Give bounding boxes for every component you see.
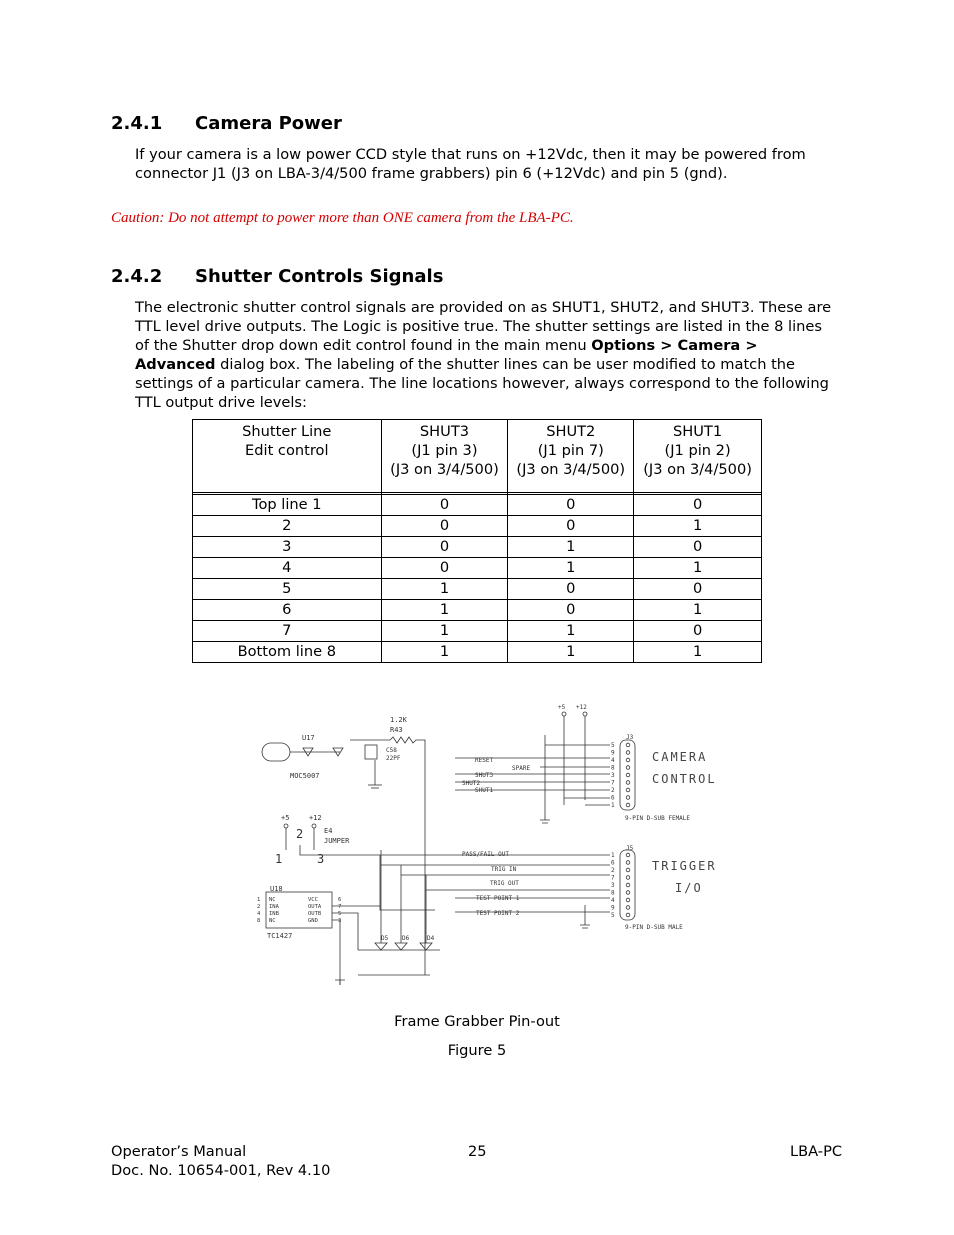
footer-left <box>111 1142 330 1180</box>
cell: 0 <box>508 495 634 516</box>
u18-pin-name: OUTA <box>308 904 322 910</box>
d5-label: D5 <box>381 935 389 942</box>
cell: 3 <box>193 537 382 558</box>
diodes <box>375 943 432 950</box>
header-shutter-line <box>193 420 382 493</box>
cell: 1 <box>381 621 508 642</box>
connector-pin <box>626 861 630 865</box>
shutter-levels-table <box>192 419 762 663</box>
ground-symbol <box>540 735 550 823</box>
table-row <box>193 621 762 642</box>
header-shut1 <box>634 420 762 493</box>
table-header-row <box>193 420 762 493</box>
connector-pin-number: 4 <box>611 757 615 764</box>
connector-pin <box>626 788 630 792</box>
cell: 1 <box>508 621 634 642</box>
cell: 0 <box>381 495 508 516</box>
table-row <box>193 516 762 537</box>
ground-symbol <box>580 905 590 928</box>
jumper-label: JUMPER <box>324 837 350 845</box>
shutter-text-b: dialog box. The labeling of the shutter lines can be user modified to match the settings of a particular camera. The line locations however, always correspond to the following TTL output drive levels: <box>135 356 829 411</box>
c58-symbol <box>365 745 377 759</box>
connector-pin-number: 8 <box>611 889 615 897</box>
plus12-label: +12 <box>576 704 587 711</box>
cell: 6 <box>193 600 382 621</box>
u18-pin-name: NC <box>269 918 276 924</box>
connector-pin <box>626 766 630 770</box>
header-line: (J1 pin 2) <box>664 442 731 459</box>
cell: 1 <box>381 642 508 663</box>
table-row <box>193 495 762 516</box>
footer-doc-number: Doc. No. 10654-001, Rev 4.10 <box>111 1162 331 1179</box>
u18-label: U18 <box>270 885 283 893</box>
connector-pin <box>626 758 630 762</box>
frame-grabber-schematic <box>240 700 740 1000</box>
u18-pin-name: VCC <box>308 897 318 903</box>
u18-pin-number: 6 <box>338 897 342 903</box>
header-line: (J3 on 3/4/500) <box>390 461 499 478</box>
trig-out-label: TRIG OUT <box>490 880 519 887</box>
terminal <box>312 824 316 828</box>
connector-pin-number: 4 <box>611 897 615 904</box>
j5-type-label: 9-PIN D-SUB MALE <box>625 924 683 931</box>
u18-body <box>266 892 332 928</box>
j3-pins <box>611 742 630 809</box>
tp1-label: TEST POINT 1 <box>476 895 520 902</box>
cell: 1 <box>508 558 634 579</box>
cell: 0 <box>634 579 762 600</box>
cell: 1 <box>381 579 508 600</box>
shut1-label: SHUT1 <box>475 787 494 794</box>
connector-pin-number: 5 <box>611 742 615 749</box>
jumper-pin-2: 2 <box>296 827 304 841</box>
cell: 0 <box>634 621 762 642</box>
cell: 1 <box>381 600 508 621</box>
cell: 0 <box>634 537 762 558</box>
connector-pin-number: 6 <box>611 794 615 802</box>
moc-label: MOC5007 <box>290 772 320 780</box>
connector-pin-number: 9 <box>611 749 615 757</box>
j5-label: J5 <box>626 845 634 852</box>
header-line: Edit control <box>245 442 329 459</box>
connector-pin <box>626 853 630 857</box>
section-title: Camera Power <box>195 113 342 134</box>
terminal <box>562 712 566 716</box>
header-line: (J3 on 3/4/500) <box>516 461 626 478</box>
u18-pin-labels <box>257 897 341 924</box>
connector-pin-number: 1 <box>611 802 615 809</box>
connector-pin <box>626 883 630 887</box>
u18-pin-number: 7 <box>338 904 342 910</box>
header-line: SHUT3 <box>419 423 470 440</box>
terminal <box>583 712 587 716</box>
c58-label: C58 <box>386 747 397 754</box>
header-line: (J1 pin 3) <box>411 442 478 459</box>
trig-in-label: TRIG IN <box>491 866 517 873</box>
cell: 0 <box>508 579 634 600</box>
c58-value: 22PF <box>386 755 401 762</box>
table-row <box>193 600 762 621</box>
table-row <box>193 537 762 558</box>
jumper-pin-1: 1 <box>275 852 283 866</box>
reset-label: RESET <box>475 757 494 764</box>
connector-pin-number: 7 <box>611 874 615 882</box>
cell: 0 <box>381 558 508 579</box>
wire <box>381 850 426 943</box>
e4-label: E4 <box>324 827 333 835</box>
plus12-label: +12 <box>309 814 322 822</box>
cell: 2 <box>193 516 382 537</box>
u18-pin-name: INA <box>269 904 279 910</box>
j3-label: J3 <box>626 734 634 741</box>
shut2-label: SHUT2 <box>462 780 481 787</box>
trigger-label: TRIGGER <box>652 859 717 873</box>
connector-pin <box>626 876 630 880</box>
connector-pin-number: 2 <box>611 787 615 794</box>
cell: 0 <box>634 495 762 516</box>
u18-pin-name: NC <box>269 897 276 903</box>
u18-pin-number: 5 <box>338 911 342 917</box>
ground-symbol <box>335 980 345 985</box>
cell: 1 <box>508 642 634 663</box>
cell: 1 <box>634 558 762 579</box>
connector-pin <box>626 781 630 785</box>
table-row <box>193 579 762 600</box>
section-number: 2.4.1 <box>111 113 163 134</box>
footer-right: LBA-PC <box>790 1143 843 1160</box>
connector-pin <box>626 743 630 747</box>
tp2-label: TEST POINT 2 <box>476 910 520 917</box>
connector-pin-number: 5 <box>611 912 615 919</box>
connector-pin <box>626 898 630 902</box>
figure-caption: Frame Grabber Pin-out <box>394 1013 560 1030</box>
u18-pin-name: OUTB <box>308 911 322 917</box>
section-heading-shutter-controls <box>111 266 443 287</box>
header-line: (J3 on 3/4/500) <box>643 461 752 478</box>
connector-pin <box>626 773 630 777</box>
section-title: Shutter Controls Signals <box>195 266 444 287</box>
cell: 1 <box>634 642 762 663</box>
r43-value: 1.2K <box>390 716 407 724</box>
cell: 0 <box>381 516 508 537</box>
io-label: I/O <box>675 881 703 895</box>
connector-pin <box>626 913 630 917</box>
shut3-label: SHUT3 <box>475 772 494 779</box>
footer-manual: Operator’s Manual <box>111 1143 247 1160</box>
passfail-label: PASS/FAIL OUT <box>462 851 509 858</box>
connector-pin-number: 6 <box>611 859 615 867</box>
shutter-text-a: The electronic shutter control signals are provided on as SHUT1, SHUT2, and SHUT3. These are TTL level drive outputs. The Logic is positive true. The shutter settings are listed in the 8 lines of the Shutter drop down edit control found in the main menu <box>135 299 832 354</box>
connector-pin <box>626 891 630 895</box>
d4-label: D4 <box>427 935 435 942</box>
cell: Top line 1 <box>193 495 382 516</box>
u17-label: U17 <box>302 734 315 742</box>
header-line: (J1 pin 7) <box>537 442 604 459</box>
cell: 0 <box>381 537 508 558</box>
header-line: Shutter Line <box>242 423 332 440</box>
camera-power-paragraph: If your camera is a low power CCD style that runs on +12Vdc, then it may be powered from connector J1 (J3 on LBA-3/4/500 frame grabbers) pin 6 (+12Vdc) and pin 5 (gnd). <box>135 146 806 182</box>
connector-pin-number: 3 <box>611 772 615 779</box>
u18-pin-number: 3 <box>338 918 342 924</box>
table-row <box>193 642 762 663</box>
spare-label: SPARE <box>512 765 531 772</box>
cell: 1 <box>634 516 762 537</box>
u18-pin-number: 1 <box>257 897 261 903</box>
section-number: 2.4.2 <box>111 266 163 287</box>
jumper-pin-3: 3 <box>317 852 325 866</box>
cell: 4 <box>193 558 382 579</box>
terminal <box>284 824 288 828</box>
cell: 0 <box>508 600 634 621</box>
connector-pin <box>626 803 630 807</box>
cell: 0 <box>508 516 634 537</box>
menu-path: Options > Camera > Advanced <box>135 337 758 373</box>
header-shut3 <box>381 420 508 493</box>
u18-pin-name: INB <box>269 911 279 917</box>
connector-pin-number: 1 <box>611 852 615 859</box>
plus5-label: +5 <box>281 814 290 822</box>
u18-pin-name: GND <box>308 918 318 924</box>
connector-pin <box>626 868 630 872</box>
u18-pin-number: 4 <box>257 911 261 917</box>
cell: 1 <box>634 600 762 621</box>
j3-type-label: 9-PIN D-SUB FEMALE <box>625 815 691 822</box>
tc-label: TC1427 <box>267 932 293 940</box>
u18-pin-number: 8 <box>257 918 261 924</box>
r43-label: R43 <box>390 726 403 734</box>
connector-pin-number: 2 <box>611 867 615 874</box>
connector-pin-number: 7 <box>611 779 615 787</box>
cell: Bottom line 8 <box>193 642 382 663</box>
connector-pin <box>626 906 630 910</box>
header-line: SHUT1 <box>673 423 723 440</box>
plus5-label: +5 <box>558 704 566 711</box>
caution-note: Caution: Do not attempt to power more than ONE camera from the LBA-PC. <box>111 210 574 226</box>
connector-pin <box>626 751 630 755</box>
cell: 5 <box>193 579 382 600</box>
j5-pins <box>611 852 630 919</box>
d6-label: D6 <box>402 935 410 942</box>
table-row <box>193 558 762 579</box>
connector-pin <box>626 796 630 800</box>
cell: 7 <box>193 621 382 642</box>
camera-label: CAMERA <box>652 750 708 764</box>
header-line: SHUT2 <box>546 423 596 440</box>
shutter-paragraph <box>135 298 840 412</box>
connector-pin-number: 8 <box>611 764 615 772</box>
section-heading-camera-power <box>111 113 342 134</box>
connector-pin-number: 9 <box>611 904 615 912</box>
control-label: CONTROL <box>652 772 717 786</box>
page-number: 25 <box>468 1143 487 1160</box>
connector-pin-number: 3 <box>611 882 615 889</box>
u18-pin-number: 2 <box>257 904 261 910</box>
header-shut2 <box>508 420 634 493</box>
cell: 1 <box>508 537 634 558</box>
u17-body <box>262 743 290 761</box>
figure-number: Figure 5 <box>447 1042 507 1059</box>
